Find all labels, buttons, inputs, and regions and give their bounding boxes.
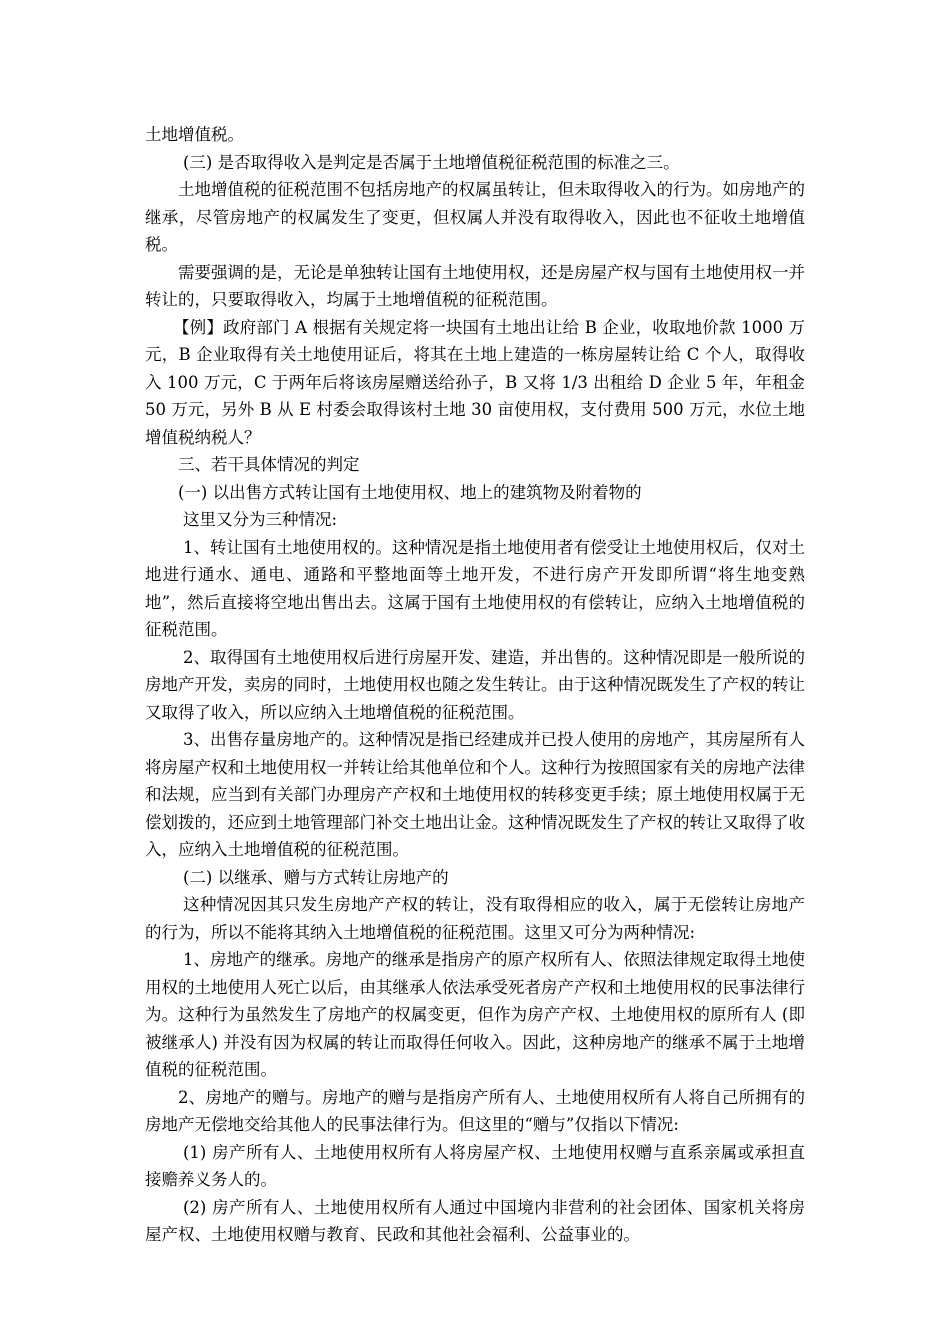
paragraph: 这种情况因其只发生房地产产权的转让，没有取得相应的收入，属于无偿转让房地产的行为，所以不能将其纳入土地增值税的征税范围。这里又可分为两种情况: (145, 895, 805, 942)
paragraph: 土地增值税。 (145, 125, 244, 144)
sub-list-item: (2) 房产所有人、土地使用权所有人通过中国境内非营利的社会团体、国家机关将房屋产权、土地使用权赠与教育、民政和其他社会福利、公益事业的。 (145, 1197, 805, 1244)
paragraph: 土地增值税的征税范围不包括房地产的权属虽转让，但未取得收入的行为。如房地产的继承，尽管房地产的权属发生了变更，但权属人并没有取得收入，因此也不征收土地增值税。 (145, 180, 805, 254)
section-heading: 三、若干具体情况的判定 (178, 455, 360, 474)
list-item: 1、转让国有土地使用权的。这种情况是指土地使用者有偿受让土地使用权后，仅对土地进行通水、通电、通路和平整地面等土地开发，不进行房产开发即所谓“将生地变熟地”，然后直接将空地出售出去。这属于国有土地使用权的有偿转让，应纳入土地增值税的征税范围。 (145, 537, 805, 639)
section-heading: (一) 以出售方式转让国有土地使用权、地上的建筑物及附着物的 (178, 482, 642, 502)
example-paragraph: 【例】政府部门 A 根据有关规定将一块国有土地出让给 B 企业，收取地价款 1000 万元，B 企业取得有关土地使用证后，将其在土地上建造的一栋房屋转让给 C 个人，取得收入 100 万元，C 于两年后将该房屋赠送给孙子，B 又将 1/3 出租给 D 企业 5 年，年租金 50 万元，另外 B 从 E 村委会取得该村土地 30 亩使用权，支付费用 500 万元，水位土地增值税纳税人？ (145, 317, 805, 447)
document-page (145, 121, 805, 1249)
list-item: 2、房地产的赠与。房地产的赠与是指房产所有人、土地使用权所有人将自己所拥有的房地产无偿地交给其他人的民事法律行为。但这里的“赠与”仅指以下情况: (145, 1087, 805, 1134)
list-item: 1、房地产的继承。房地产的继承是指房产的原产权所有人、依照法律规定取得土地使用权的土地使用人死亡以后，由其继承人依法承受死者房产产权和土地使用权的民事法律行为。这种行为虽然发生了房地产的权属变更，但作为房产产权、土地使用权的原所有人 (即被继承人) 并没有因为权属的转让而取得任何收入。因此，这种房地产的继承不属于土地增值税的征税范围。 (145, 950, 805, 1079)
section-heading: (三) 是否取得收入是判定是否属于土地增值税征税范围的标准之三。 (183, 152, 680, 172)
paragraph: 这里又分为三种情况: (183, 510, 338, 529)
list-item: 3、出售存量房地产的。这种情况是指已经建成并已投人使用的房地产，其房屋所有人将房屋产权和土地使用权一并转让给其他单位和个人。这种行为按照国家有关的房地产法律和法规，应当到有关部门办理房产产权和土地使用权的转移变更手续；原土地使用权属于无偿划拨的，还应到土地管理部门补交土地出让金。这种情况既发生了产权的转让又取得了收入，应纳入土地增值税的征税范围。 (145, 730, 805, 859)
list-item: 2、取得国有土地使用权后进行房屋开发、建造，并出售的。这种情况即是一般所说的房地产开发，卖房的同时，土地使用权也随之发生转让。由于这种情况既发生了产权的转让又取得了收入，所以应纳入土地增值税的征税范围。 (145, 647, 805, 722)
section-heading: (二) 以继承、赠与方式转让房地产的 (183, 867, 449, 887)
sub-list-item: (1) 房产所有人、土地使用权所有人将房屋产权、土地使用权赠与直系亲属或承担直接赡养义务人的。 (145, 1142, 805, 1189)
paragraph: 需要强调的是，无论是单独转让国有土地使用权，还是房屋产权与国有土地使用权一并转让的，只要取得收入，均属于土地增值税的征税范围。 (145, 262, 805, 309)
